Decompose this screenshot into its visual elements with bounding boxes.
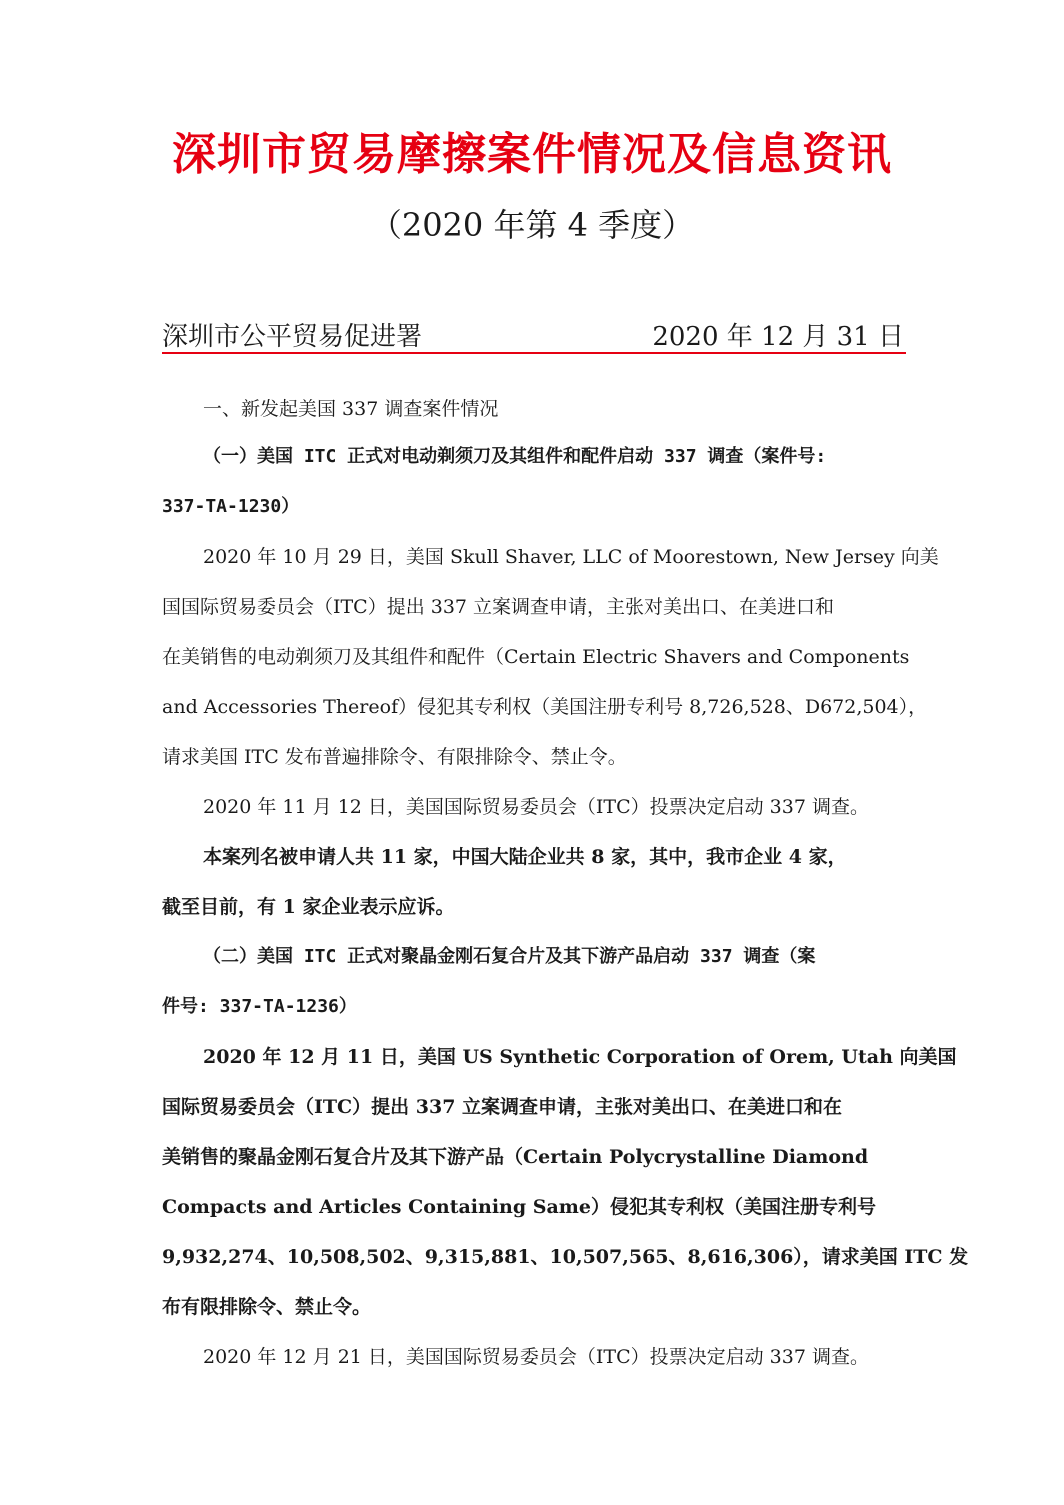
issuer-row bbox=[162, 316, 904, 356]
issuer-org: 深圳市公平贸易促进署 bbox=[162, 322, 423, 352]
case2-p1-line4: Compacts and Articles Containing Same）侵犯其专利权（美国注册专利号 bbox=[162, 1196, 876, 1218]
case2-p1-line6: 布有限排除令、禁止令。 bbox=[162, 1296, 372, 1318]
header-divider bbox=[162, 352, 906, 354]
case2-p1-line1: 2020 年 12 月 11 日，美国 US Synthetic Corporation of Orem, Utah 向美国 bbox=[203, 1046, 957, 1068]
document-title: 深圳市贸易摩擦案件情况及信息资讯 bbox=[172, 129, 892, 180]
case1-p1-line1: 2020 年 10 月 29 日，美国 Skull Shaver, LLC of Moorestown, New Jersey 向美 bbox=[203, 546, 939, 568]
case2-p1-line5: 9,932,274、10,508,502、9,315,881、10,507,565、8,616,306），请求美国 ITC 发 bbox=[162, 1246, 969, 1268]
issue-date: 2020 年 12 月 31 日 bbox=[652, 322, 904, 352]
case1-p1-line2: 国国际贸易委员会（ITC）提出 337 立案调查申请，主张对美出口、在美进口和 bbox=[162, 596, 835, 618]
case2-p1-line3: 美销售的聚晶金刚石复合片及其下游产品（Certain Polycrystalline Diamond bbox=[162, 1146, 869, 1168]
section-heading: 一、新发起美国 337 调查案件情况 bbox=[203, 398, 499, 420]
case1-p1-line5: 请求美国 ITC 发布普遍排除令、有限排除令、禁止令。 bbox=[162, 746, 627, 768]
case1-p1-line3: 在美销售的电动剃须刀及其组件和配件（Certain Electric Shavers and Components bbox=[162, 646, 910, 668]
case2-heading-line2: 件号: 337-TA-1236） bbox=[162, 996, 357, 1017]
case1-p1-line4: and Accessories Thereof）侵犯其专利权（美国注册专利号 8,726,528、D672,504）， bbox=[162, 696, 928, 718]
case2-p1-line2: 国际贸易委员会（ITC）提出 337 立案调查申请，主张对美出口、在美进口和在 bbox=[162, 1096, 843, 1118]
case2-p2: 2020 年 12 月 21 日，美国国际贸易委员会（ITC）投票决定启动 337 调查。 bbox=[203, 1346, 869, 1368]
case2-heading-line1: （二）美国 ITC 正式对聚晶金刚石复合片及其下游产品启动 337 调查（案 bbox=[203, 946, 816, 967]
case1-heading-line2: 337-TA-1230） bbox=[162, 496, 300, 517]
document-subtitle: （2020 年第 4 季度） bbox=[369, 206, 695, 244]
case1-heading-line1: （一）美国 ITC 正式对电动剃须刀及其组件和配件启动 337 调查（案件号: bbox=[203, 446, 827, 467]
case1-p2: 2020 年 11 月 12 日，美国国际贸易委员会（ITC）投票决定启动 337 调查。 bbox=[203, 796, 869, 818]
case1-p3-line1: 本案列名被申请人共 11 家，中国大陆企业共 8 家，其中，我市企业 4 家， bbox=[203, 846, 847, 868]
case1-p3-line2: 截至目前，有 1 家企业表示应诉。 bbox=[162, 896, 455, 918]
